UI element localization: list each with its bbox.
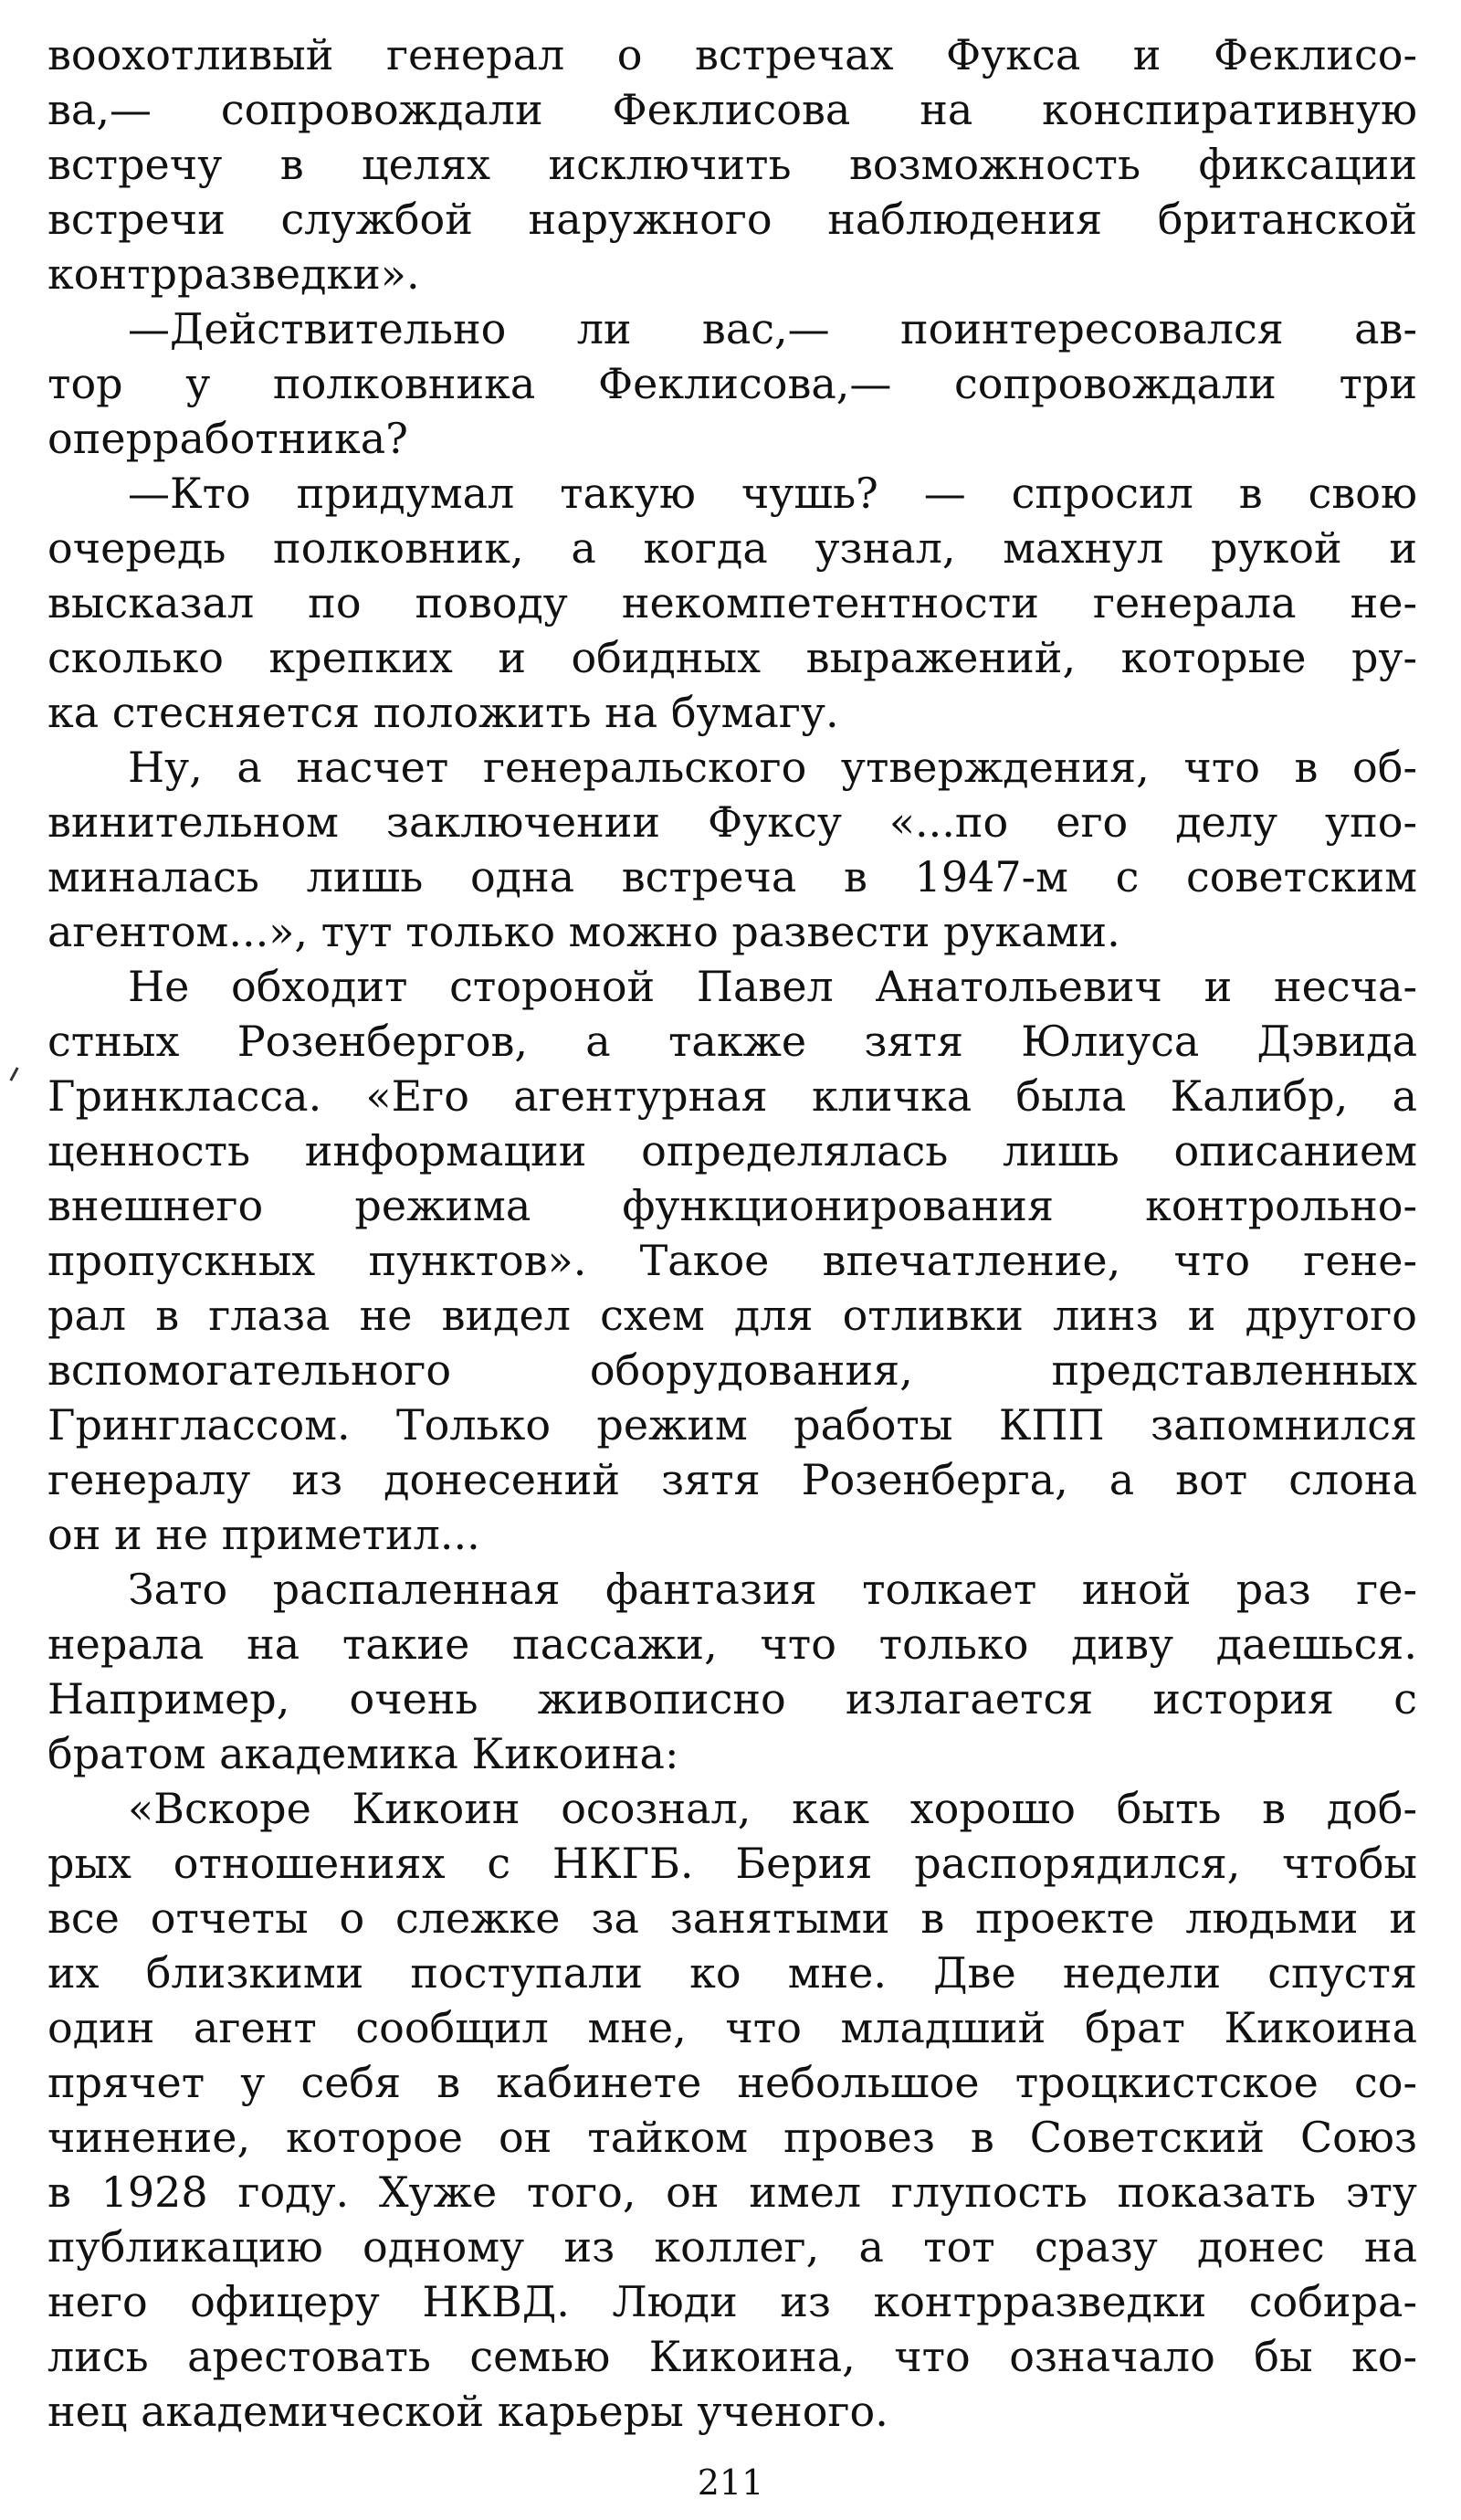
text-line: тор у полковника Феклисова,— сопровождали три [47, 359, 1417, 408]
text-line: нерала на такие пассажи, что только диву даешься. [47, 1619, 1417, 1669]
text-line: братом академика Кикоина: [47, 1729, 679, 1778]
text-line: генералу из донесений зятя Розенберга, а вот слона [47, 1455, 1417, 1504]
text-line: миналась лишь одна встреча в 1947-м с советским [47, 852, 1417, 902]
text-line: ценность информации определялась лишь описанием [47, 1126, 1417, 1176]
text-line: в 1928 году. Хуже того, он имел глупость показать эту [47, 2167, 1417, 2217]
text-line: ва,— сопровождали Феклисова на конспиративную [47, 85, 1417, 134]
text-line: него офицеру НКВД. Люди из контрразведки собира- [47, 2277, 1417, 2326]
text-line: Гринглассом. Только режим работы КПП запомнился [47, 1400, 1417, 1450]
text-line: Ну, а насчет генеральского утверждения, что в об- [128, 743, 1417, 792]
text-line: Например, очень живописно излагается история с [47, 1674, 1417, 1724]
text-line: внешнего режима функционирования контрольно- [47, 1181, 1417, 1230]
text-line: нец академической карьеры ученого. [47, 2387, 888, 2436]
text-line: агентом...», тут только можно развести руками. [47, 907, 1120, 956]
text-line: пропускных пунктов». Такое впечатление, что гене- [47, 1236, 1417, 1285]
page-number: 211 [697, 2462, 764, 2503]
text-line: все отчеты о слежке за занятыми в проекте людьми и [47, 1893, 1417, 1943]
text-line: чинение, которое он тайком провез в Советский Союз [47, 2113, 1417, 2162]
text-line: рых отношениях с НКГБ. Берия распорядился, чтобы [47, 1839, 1417, 1888]
text-line: ка стесняется положить на бумагу. [47, 688, 839, 737]
body-text [47, 27, 1417, 2439]
text-line: один агент сообщил мне, что младший брат Кикоина [47, 2003, 1417, 2052]
text-line: рал в глаза не видел схем для отливки линз и другого [47, 1291, 1417, 1340]
text-line: —Кто придумал такую чушь? — спросил в свою [128, 469, 1417, 518]
text-line: вспомогательного оборудования, представленных [47, 1345, 1417, 1395]
text-line: оперработника? [47, 414, 408, 463]
text-line: он и не приметил... [47, 1510, 480, 1559]
text-line: их близкими поступали ко мне. Две недели спустя [47, 1948, 1417, 1998]
text-line: Не обходит стороной Павел Анатольевич и несча- [128, 962, 1417, 1011]
text-line: встречи службой наружного наблюдения британской [47, 195, 1417, 244]
text-line: публикацию одному из коллег, а тот сразу донес на [47, 2222, 1417, 2272]
margin-mark [9, 1067, 18, 1081]
text-line: стных Розенбергов, а также зятя Юлиуса Дэвида [47, 1017, 1417, 1066]
text-line: очередь полковник, а когда узнал, махнул рукой и [47, 523, 1417, 573]
text-line: сколько крепких и обидных выражений, которые ру- [47, 633, 1417, 682]
text-line: Зато распаленная фантазия толкает иной раз ге- [128, 1565, 1417, 1614]
text-line: «Вскоре Кикоин осознал, как хорошо быть в доб- [128, 1784, 1417, 1833]
text-line: лись арестовать семью Кикоина, что означало бы ко- [47, 2332, 1417, 2381]
text-line: контрразведки». [47, 249, 420, 299]
text-line: высказал по поводу некомпетентности генерала не- [47, 578, 1417, 627]
text-line: прячет у себя в кабинете небольшое троцкистское со- [47, 2058, 1417, 2107]
text-line: встречу в целях исключить возможность фиксации [47, 140, 1417, 189]
text-line: воохотливый генерал о встречах Фукса и Феклисо- [47, 30, 1417, 79]
text-line: винительном заключении Фуксу «...по его делу упо- [47, 797, 1417, 847]
text-line: Гринкласса. «Его агентурная кличка была Калибр, а [47, 1071, 1417, 1121]
text-line: —Действительно ли вас,— поинтересовался ав- [128, 304, 1417, 353]
